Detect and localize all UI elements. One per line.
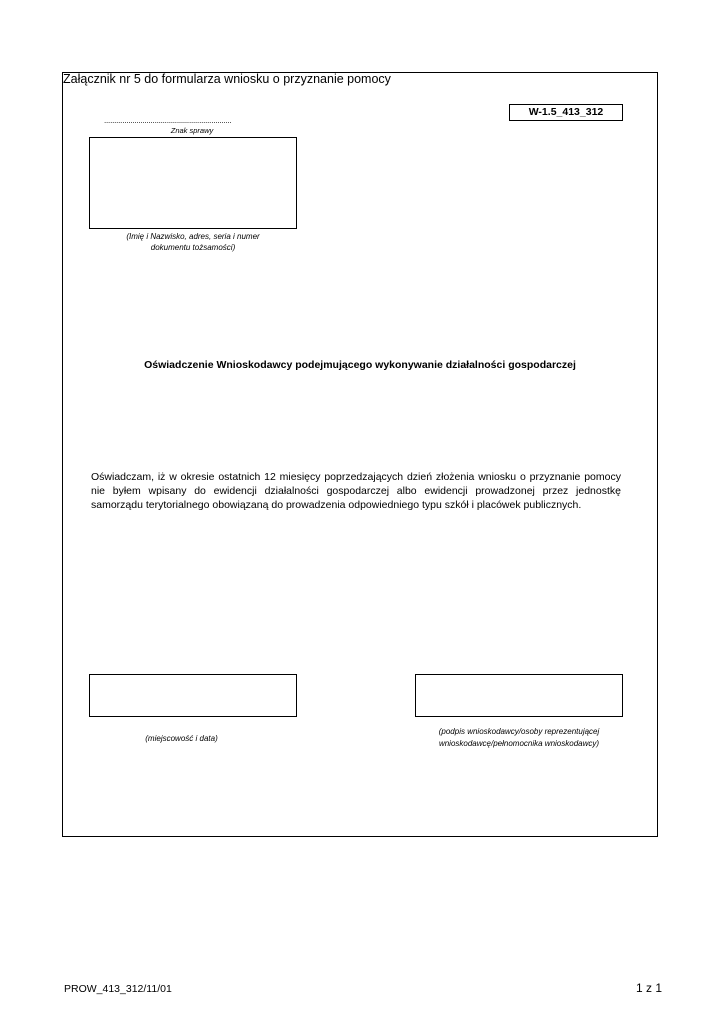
place-date-caption: (miejscowość i data) [145, 734, 218, 743]
form-code-box: W-1.5_413_312 [509, 104, 623, 121]
attachment-title: Załącznik nr 5 do formularza wniosku o przyznanie pomocy [63, 72, 391, 86]
signature-field[interactable] [415, 674, 623, 717]
applicant-data-field[interactable] [89, 137, 297, 229]
applicant-caption-line2: dokumentu tożsamości) [150, 243, 236, 252]
statement-title: Oświadczenie Wnioskodawcy podejmującego wykonywanie działalności gospodarczej [144, 359, 576, 371]
applicant-data-caption [89, 231, 297, 253]
signature-caption [414, 726, 624, 750]
statement-body: Oświadczam, iż w okresie ostatnich 12 miesięcy poprzedzających dzień złożenia wniosku o przyznanie pomocy nie byłem wpisany do ewidencji działalności gospodarczej albo ewidencji prowadzonej przez jednostkę samorządu terytorialnego obowiązaną do prowadzenia odpowiedniego typu szkół i placówek publicznych. [91, 471, 621, 511]
document-id: PROW_413_312/11/01 [64, 983, 172, 995]
signature-caption-line1: (podpis wnioskodawcy/osoby reprezentującej [438, 727, 600, 736]
signature-caption-line2: wnioskodawcę/pełnomocnika wnioskodawcy) [438, 739, 600, 748]
page-number: 1 z 1 [635, 981, 662, 995]
case-number-line: ............................................................... [104, 116, 232, 125]
applicant-caption-line1: (Imię i Nazwisko, adres, seria i numer [126, 232, 260, 241]
case-number-label: Znak sprawy [170, 126, 214, 135]
place-date-field[interactable] [89, 674, 297, 717]
